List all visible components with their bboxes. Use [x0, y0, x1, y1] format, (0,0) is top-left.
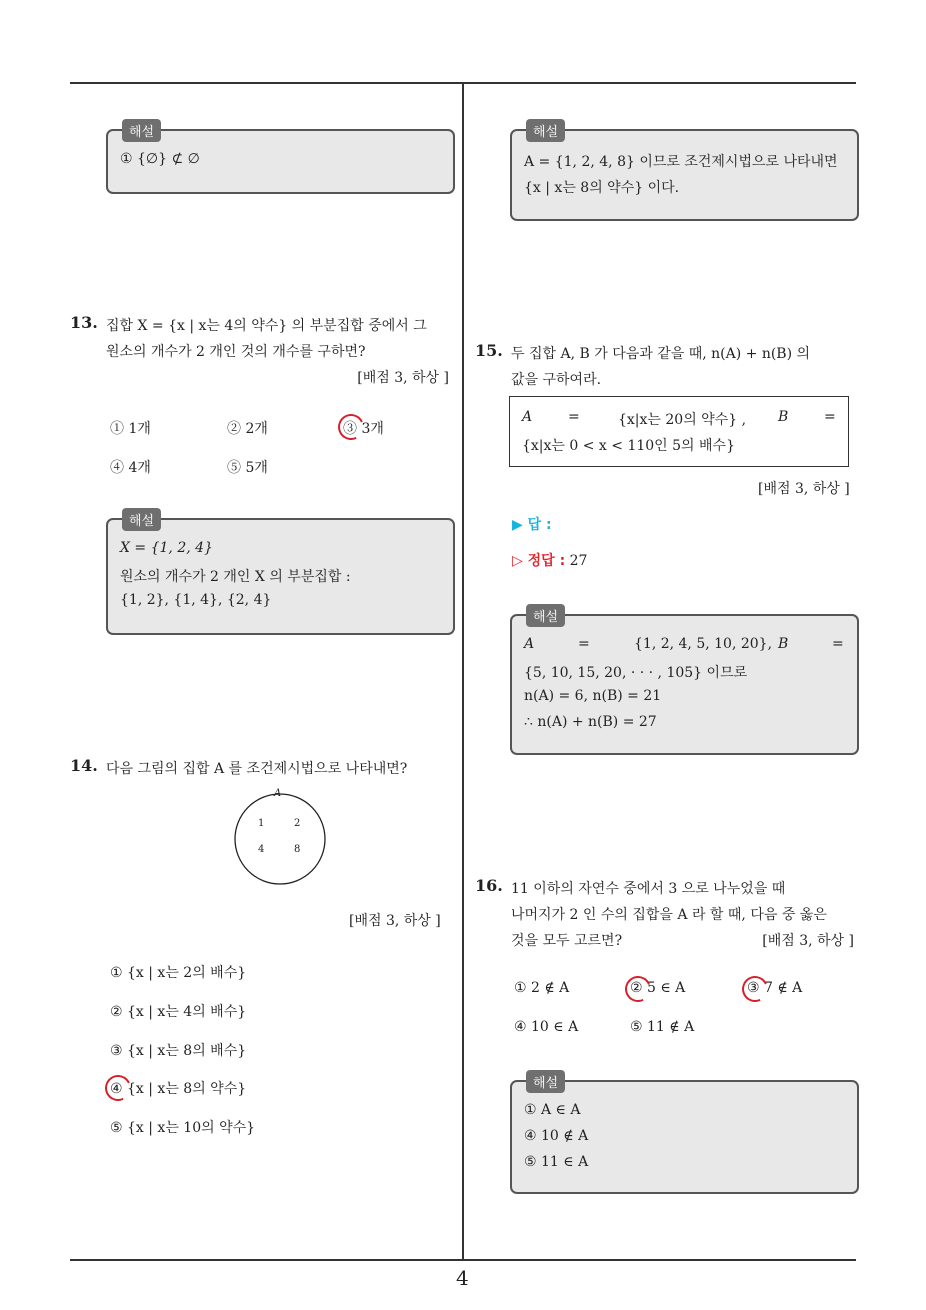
question-text: 원소의 개수가 2 개인 것의 개수를 구하면?	[106, 344, 366, 360]
set-element: 1	[258, 818, 265, 829]
solution-line: {5, 10, 15, 20, · · · , 105} 이므로	[524, 665, 748, 681]
score-label: [배점 3, 하상 ]	[349, 913, 441, 929]
answer-mark-circle	[621, 972, 654, 1005]
set-element: 2	[294, 818, 301, 829]
score-label: [배점 3, 하상 ]	[357, 370, 449, 386]
set-circle-figure	[230, 788, 330, 888]
choice-3[interactable]: ③ {x | x는 8의 배수}	[110, 1043, 247, 1059]
bottom-rule	[70, 1259, 856, 1261]
solution-box-14	[510, 125, 859, 221]
set-element: 8	[294, 844, 301, 855]
solution-text: B	[778, 636, 789, 652]
choice-4[interactable]: ④ 4개	[110, 460, 151, 476]
score-label: [배점 3, 하상 ]	[762, 933, 854, 949]
question-text: 것을 모두 고르면?	[511, 933, 623, 949]
box-text: A	[522, 409, 533, 425]
solution-text: A	[524, 636, 535, 652]
answer-label: ▶ 답 :	[512, 517, 552, 533]
choice-1[interactable]: ① 2 ∉ A	[514, 980, 570, 996]
question-text: 다음 그림의 집합 A 를 조건제시법으로 나타내면?	[106, 761, 408, 777]
choice-5[interactable]: ⑤ 11 ∉ A	[630, 1019, 695, 1035]
choice-2[interactable]: ② 5 ∈ A	[630, 980, 686, 996]
set-label: A	[274, 788, 282, 799]
correct-value: 27	[569, 553, 588, 569]
solution-tag: 해설	[526, 119, 565, 142]
solution-line: {x | x는 8의 약수} 이다.	[524, 180, 680, 196]
solution-line: {1, 2}, {1, 4}, {2, 4}	[120, 592, 272, 608]
question-text: 11 이하의 자연수 중에서 3 으로 나누었을 때	[511, 881, 786, 897]
question-text: 값을 구하여라.	[511, 372, 602, 388]
score-label: [배점 3, 하상 ]	[758, 481, 850, 497]
solution-text: =	[832, 636, 844, 652]
solution-line: A = {1, 2, 4, 8} 이므로 조건제시법으로 나타내면	[524, 154, 838, 170]
choice-5[interactable]: ⑤ 5개	[227, 460, 268, 476]
question-number: 13.	[70, 313, 98, 332]
solution-line: X = {1, 2, 4}	[120, 540, 213, 556]
choice-3[interactable]: ③ 3개	[343, 421, 384, 437]
column-divider	[462, 83, 464, 1260]
solution-box-15	[510, 610, 859, 755]
choice-1[interactable]: ① {x | x는 2의 배수}	[110, 965, 247, 981]
correct-answer	[512, 550, 587, 570]
choice-3[interactable]: ③ 7 ∉ A	[747, 980, 803, 996]
solution-tag: 해설	[122, 508, 161, 531]
condition-box	[509, 396, 849, 467]
choice-2[interactable]: ② 2개	[227, 421, 268, 437]
solution-tag: 해설	[526, 1070, 565, 1093]
solution-line: ① {∅} ⊄ ∅	[120, 151, 200, 167]
choice-4[interactable]: ④ 10 ∈ A	[514, 1019, 579, 1035]
question-number: 15.	[475, 341, 503, 360]
question-text: 나머지가 2 인 수의 집합을 A 라 할 때, 다음 중 옳은	[511, 907, 827, 923]
solution-tag: 해설	[526, 604, 565, 627]
solution-box-16	[510, 1076, 859, 1194]
set-element: 4	[258, 844, 265, 855]
solution-text: {1, 2, 4, 5, 10, 20},	[634, 636, 773, 652]
set-diagram	[230, 788, 330, 888]
question-number: 16.	[475, 876, 503, 895]
solution-line: ∴ n(A) + n(B) = 27	[524, 714, 657, 730]
box-text: B	[778, 409, 789, 425]
choice-1[interactable]: ① 1개	[110, 421, 151, 437]
solution-box-12	[106, 125, 455, 194]
choice-2[interactable]: ② {x | x는 4의 배수}	[110, 1004, 247, 1020]
answer-mark-circle	[334, 410, 367, 443]
solution-tag: 해설	[122, 119, 161, 142]
solution-line: ① A ∈ A	[524, 1102, 581, 1118]
choice-4[interactable]: ④ {x | x는 8의 약수}	[110, 1081, 247, 1097]
answer-mark-circle	[101, 1071, 134, 1104]
page-number: 4	[456, 1266, 469, 1290]
question-text: 두 집합 A, B 가 다음과 같을 때, n(A) + n(B) 의	[511, 346, 811, 362]
box-text: {x|x는 20의 약수} ,	[618, 412, 747, 428]
solution-line: ④ 10 ∉ A	[524, 1128, 589, 1144]
solution-text: =	[578, 636, 590, 652]
box-text: =	[824, 409, 836, 425]
choice-5[interactable]: ⑤ {x | x는 10의 약수}	[110, 1120, 256, 1136]
correct-label: ▷ 정답 :	[512, 553, 566, 569]
solution-box-13	[106, 514, 455, 635]
box-text: =	[568, 409, 580, 425]
solution-line: 원소의 개수가 2 개인 X 의 부분집합 :	[120, 569, 351, 585]
solution-line: n(A) = 6, n(B) = 21	[524, 688, 662, 704]
question-text: 집합 X = {x | x는 4의 약수} 의 부분집합 중에서 그	[106, 318, 427, 334]
solution-line: ⑤ 11 ∈ A	[524, 1154, 589, 1170]
box-text: {x|x는 0 < x < 110인 5의 배수}	[522, 438, 735, 454]
answer-mark-circle	[738, 972, 771, 1005]
question-number: 14.	[70, 756, 98, 775]
